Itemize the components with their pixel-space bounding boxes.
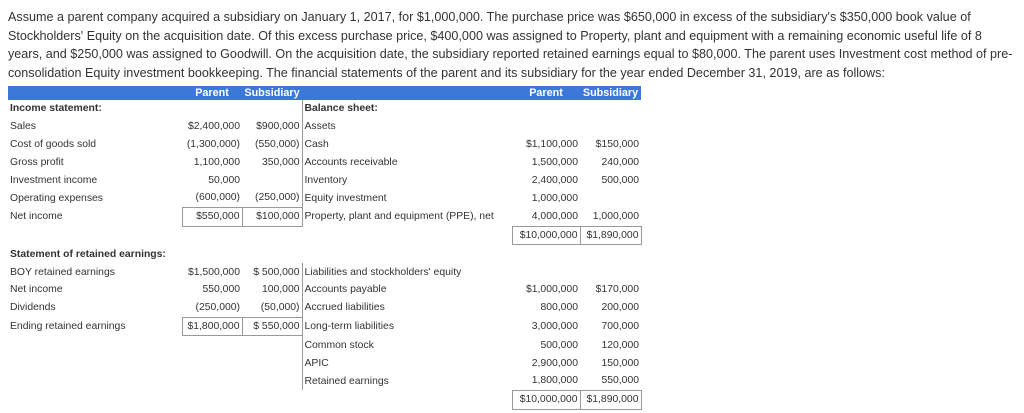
row-label: Cash xyxy=(304,138,329,150)
header-parent: Parent xyxy=(182,86,242,100)
subsidiary-value: 550,000 xyxy=(601,375,639,387)
table-row xyxy=(8,226,641,245)
subsidiary-value: (250,000) xyxy=(242,189,302,207)
parent-value: (1,300,000) xyxy=(186,138,240,150)
subsidiary-value: $900,000 xyxy=(242,118,302,136)
problem-line: Assume a parent company acquired a subsidiary on January 1, 2017, for $1,000,000. The purchase price was $650,000 in excess of the subsidiary's $350,000 book value of xyxy=(8,10,971,24)
subsidiary-value: $100,000 xyxy=(242,207,302,226)
row-label: Dividends xyxy=(10,302,56,314)
subsidiary-value: 120,000 xyxy=(601,339,639,351)
parent-value: $550,000 xyxy=(182,207,242,226)
table-row xyxy=(8,189,641,207)
table-row xyxy=(8,281,641,299)
problem-text xyxy=(8,8,1018,82)
parent-value: 1,100,000 xyxy=(193,156,240,168)
row-label: Accrued liabilities xyxy=(304,302,385,314)
parent-value: $1,000,000 xyxy=(525,284,578,296)
row-label: Common stock xyxy=(304,339,374,351)
financial-statements-table xyxy=(8,86,642,410)
row-label: Ending retained earnings xyxy=(10,320,126,332)
row-label: Accounts receivable xyxy=(304,156,398,168)
liabilities-total-parent: $10,000,000 xyxy=(512,390,580,409)
liabilities-label: Liabilities and stockholders' equity xyxy=(304,266,462,278)
parent-value: 1,500,000 xyxy=(531,156,578,168)
row-label: Sales xyxy=(10,121,36,133)
retained-earnings-title: Statement of retained earnings: xyxy=(10,248,166,260)
parent-value: (600,000) xyxy=(195,192,240,204)
subsidiary-value: $150,000 xyxy=(595,138,639,150)
subsidiary-value xyxy=(580,189,641,207)
table-row xyxy=(8,153,641,171)
problem-line: years, and $250,000 was assigned to Goodwill. On the acquisition date, the subsidiary reported retained earnings equal to $80,000. The parent uses Investment cost method of pre- xyxy=(8,47,1013,62)
subsidiary-value: 100,000 xyxy=(242,281,302,299)
row-label: Net income xyxy=(10,284,63,296)
row-label: Equity investment xyxy=(304,192,387,204)
parent-value: $1,800,000 xyxy=(182,317,242,336)
parent-value: 550,000 xyxy=(202,284,240,296)
table-row xyxy=(8,207,641,226)
parent-value: (250,000) xyxy=(195,302,240,314)
problem-line: consolidation Equity investment bookkeeping. The financial statements of the parent and its subsidiary for the year ended December 31, 2019, are as follows: xyxy=(8,65,885,80)
subsidiary-value: 1,000,000 xyxy=(592,210,639,222)
header-parent-bs: Parent xyxy=(512,86,580,100)
parent-value: 1,800,000 xyxy=(531,375,578,387)
parent-value: $1,100,000 xyxy=(525,138,578,150)
balance-sheet-title: Balance sheet: xyxy=(304,103,378,115)
table-row xyxy=(8,100,641,118)
subsidiary-value: $ 550,000 xyxy=(242,317,302,336)
row-label: Cost of goods sold xyxy=(10,138,97,150)
assets-label: Assets xyxy=(304,121,336,133)
subsidiary-value: 700,000 xyxy=(601,320,639,332)
assets-total-parent: $10,000,000 xyxy=(512,226,580,245)
subsidiary-value: (550,000) xyxy=(242,136,302,154)
parent-value: 800,000 xyxy=(540,302,578,314)
subsidiary-value: 240,000 xyxy=(601,156,639,168)
row-label: Net income xyxy=(10,211,63,223)
subsidiary-value: $ 500,000 xyxy=(242,263,302,281)
row-label: Long-term liabilities xyxy=(304,320,395,332)
parent-value: 500,000 xyxy=(540,339,578,351)
parent-value: 2,400,000 xyxy=(531,174,578,186)
row-label: BOY retained earnings xyxy=(10,266,115,278)
subsidiary-value: 350,000 xyxy=(242,153,302,171)
subsidiary-value xyxy=(242,171,302,189)
table-row xyxy=(8,372,641,390)
header-subsidiary-bs: Subsidiary xyxy=(580,86,641,100)
parent-value: 2,900,000 xyxy=(531,357,578,369)
row-label: Property, plant and equipment (PPE), net xyxy=(304,211,494,223)
subsidiary-value: $170,000 xyxy=(595,284,639,296)
table-row xyxy=(8,245,641,263)
header-subsidiary: Subsidiary xyxy=(242,86,302,100)
parent-value: 3,000,000 xyxy=(531,320,578,332)
parent-value: $2,400,000 xyxy=(187,121,240,133)
problem-line: Stockholders' Equity on the acquisition date. Of this excess purchase price, $400,000 was assigned to Property, plant and equipment with a remaining economic useful life of 8 xyxy=(8,28,982,43)
table-row xyxy=(8,299,641,317)
row-label: Accounts payable xyxy=(304,284,387,296)
table-row xyxy=(8,118,641,136)
row-label: Retained earnings xyxy=(304,375,389,387)
row-label: Operating expenses xyxy=(10,192,103,204)
parent-value: 1,000,000 xyxy=(531,192,578,204)
row-label: Investment income xyxy=(10,174,98,186)
table-row xyxy=(8,171,641,189)
subsidiary-value: 150,000 xyxy=(601,357,639,369)
income-statement-title: Income statement: xyxy=(10,103,102,115)
table-row xyxy=(8,390,641,409)
parent-value: 50,000 xyxy=(208,174,240,186)
row-label: Inventory xyxy=(304,174,348,186)
table-row xyxy=(8,354,641,372)
table-row xyxy=(8,136,641,154)
assets-total-subsidiary: $1,890,000 xyxy=(580,226,641,245)
subsidiary-value: 200,000 xyxy=(601,302,639,314)
subsidiary-value: (50,000) xyxy=(242,299,302,317)
parent-value: 4,000,000 xyxy=(531,210,578,222)
row-label: APIC xyxy=(304,357,329,369)
row-label: Gross profit xyxy=(10,156,64,168)
header-row xyxy=(8,86,641,100)
liabilities-total-subsidiary: $1,890,000 xyxy=(580,390,641,409)
parent-value: $1,500,000 xyxy=(187,266,240,278)
table-row xyxy=(8,317,641,336)
table-row xyxy=(8,336,641,354)
table-row xyxy=(8,263,641,281)
subsidiary-value: 500,000 xyxy=(601,174,639,186)
